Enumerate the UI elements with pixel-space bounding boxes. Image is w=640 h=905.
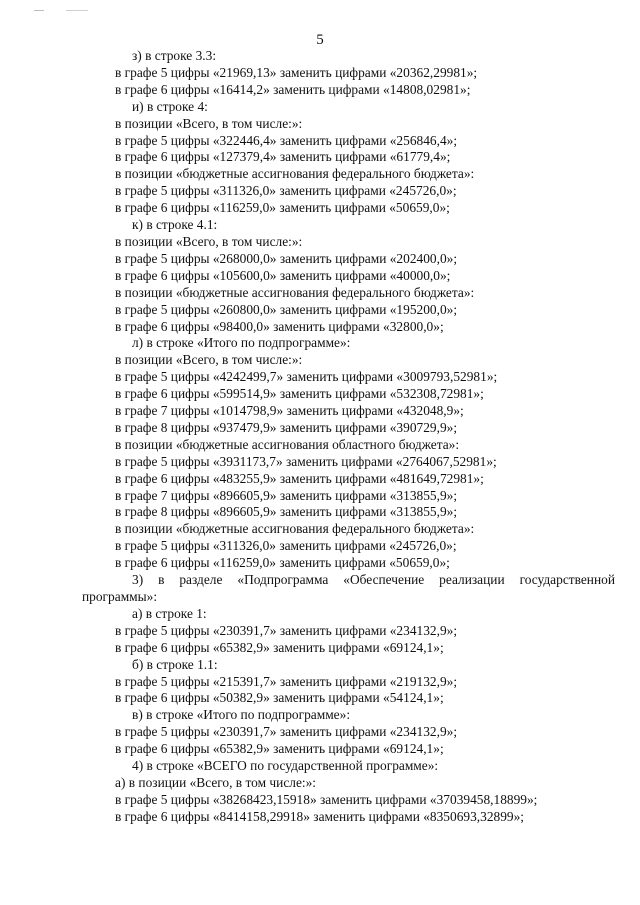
document-line: а) в позиции «Всего, в том числе:»: (115, 774, 317, 790)
document-line: б) в строке 1.1: (132, 656, 218, 672)
scan-artifact-mark (34, 10, 44, 11)
document-body (82, 48, 615, 826)
document-line: в позиции «бюджетные ассигнования федерального бюджета»: (115, 284, 475, 300)
document-line: в графе 6 цифры «127379,4» заменить цифрами «61779,4»; (115, 149, 451, 165)
document-line: в графе 6 цифры «8414158,29918» заменить цифрами «8350693,32899»; (115, 808, 525, 824)
document-line: в графе 5 цифры «38268423,15918» заменить цифрами «37039458,18899»; (115, 791, 538, 807)
document-line: в графе 5 цифры «260800,0» заменить цифрами «195200,0»; (115, 301, 458, 317)
document-line: в графе 8 цифры «937479,9» заменить цифрами «390729,9»; (115, 419, 458, 435)
document-line: в графе 6 цифры «50382,9» заменить цифрами «54124,1»; (115, 690, 444, 706)
document-line: к) в строке 4.1: (132, 217, 218, 233)
document-line: в графе 7 цифры «896605,9» заменить цифрами «313855,9»; (115, 487, 458, 503)
document-line: в графе 6 цифры «116259,0» заменить цифрами «50659,0»; (115, 555, 450, 571)
document-line: в графе 5 цифры «311326,0» заменить цифрами «245726,0»; (115, 538, 457, 554)
document-line: в графе 5 цифры «3931173,7» заменить цифрами «2764067,52981»; (115, 453, 497, 469)
document-line: в позиции «бюджетные ассигнования федерального бюджета»: (115, 521, 475, 537)
document-line: в графе 5 цифры «4242499,7» заменить цифрами «3009793,52981»; (115, 369, 498, 385)
scan-artifact-mark (66, 10, 88, 11)
document-line: в графе 7 цифры «1014798,9» заменить цифрами «432048,9»; (115, 403, 464, 419)
document-line: в графе 6 цифры «105600,0» заменить цифрами «40000,0»; (115, 267, 451, 283)
document-line: в графе 6 цифры «65382,9» заменить цифрами «69124,1»; (115, 639, 444, 655)
document-line: в графе 6 цифры «16414,2» заменить цифрами «14808,02981»; (115, 81, 471, 97)
document-line: з) в строке 3.3: (132, 48, 217, 63)
document-line: в графе 6 цифры «98400,0» заменить цифрами «32800,0»; (115, 318, 444, 334)
document-line: в) в строке «Итого по подпрограмме»: (132, 707, 351, 723)
document-line: в позиции «Всего, в том числе:»: (115, 352, 303, 368)
document-line: в графе 5 цифры «230391,7» заменить цифрами «234132,9»; (115, 622, 458, 638)
document-line: и) в строке 4: (132, 98, 208, 114)
page-number: 5 (316, 32, 324, 48)
document-line: в графе 5 цифры «311326,0» заменить цифрами «245726,0»; (115, 183, 457, 199)
document-line: в графе 6 цифры «483255,9» заменить цифрами «481649,72981»; (115, 470, 484, 486)
document-line: в позиции «Всего, в том числе:»: (115, 115, 303, 131)
document-line: в графе 6 цифры «599514,9» заменить цифрами «532308,72981»; (115, 386, 484, 402)
document-line: в графе 8 цифры «896605,9» заменить цифрами «313855,9»; (115, 504, 458, 520)
document-line: в графе 5 цифры «21969,13» заменить цифрами «20362,29981»; (115, 64, 478, 80)
document-line: 3) в разделе «Подпрограмма «Обеспечение реализации государственной (132, 572, 615, 588)
document-line: в позиции «бюджетные ассигнования федерального бюджета»: (115, 166, 475, 182)
document-line: в графе 5 цифры «268000,0» заменить цифрами «202400,0»; (115, 250, 458, 266)
document-line: в графе 5 цифры «215391,7» заменить цифрами «219132,9»; (115, 673, 458, 689)
document-line: 4) в строке «ВСЕГО по государственной программе»: (132, 758, 439, 774)
document-line: в графе 6 цифры «65382,9» заменить цифрами «69124,1»; (115, 741, 444, 757)
document-line: в графе 5 цифры «322446,4» заменить цифрами «256846,4»; (115, 132, 458, 148)
document-line: в графе 5 цифры «230391,7» заменить цифрами «234132,9»; (115, 724, 458, 740)
document-line: в позиции «Всего, в том числе:»: (115, 233, 303, 249)
document-line: в позиции «бюджетные ассигнования областного бюджета»: (115, 436, 460, 452)
document-line: л) в строке «Итого по подпрограмме»: (132, 335, 351, 351)
document-line: в графе 6 цифры «116259,0» заменить цифрами «50659,0»; (115, 200, 450, 216)
document-line: программы»: (82, 589, 158, 604)
document-line: а) в строке 1: (132, 605, 207, 621)
